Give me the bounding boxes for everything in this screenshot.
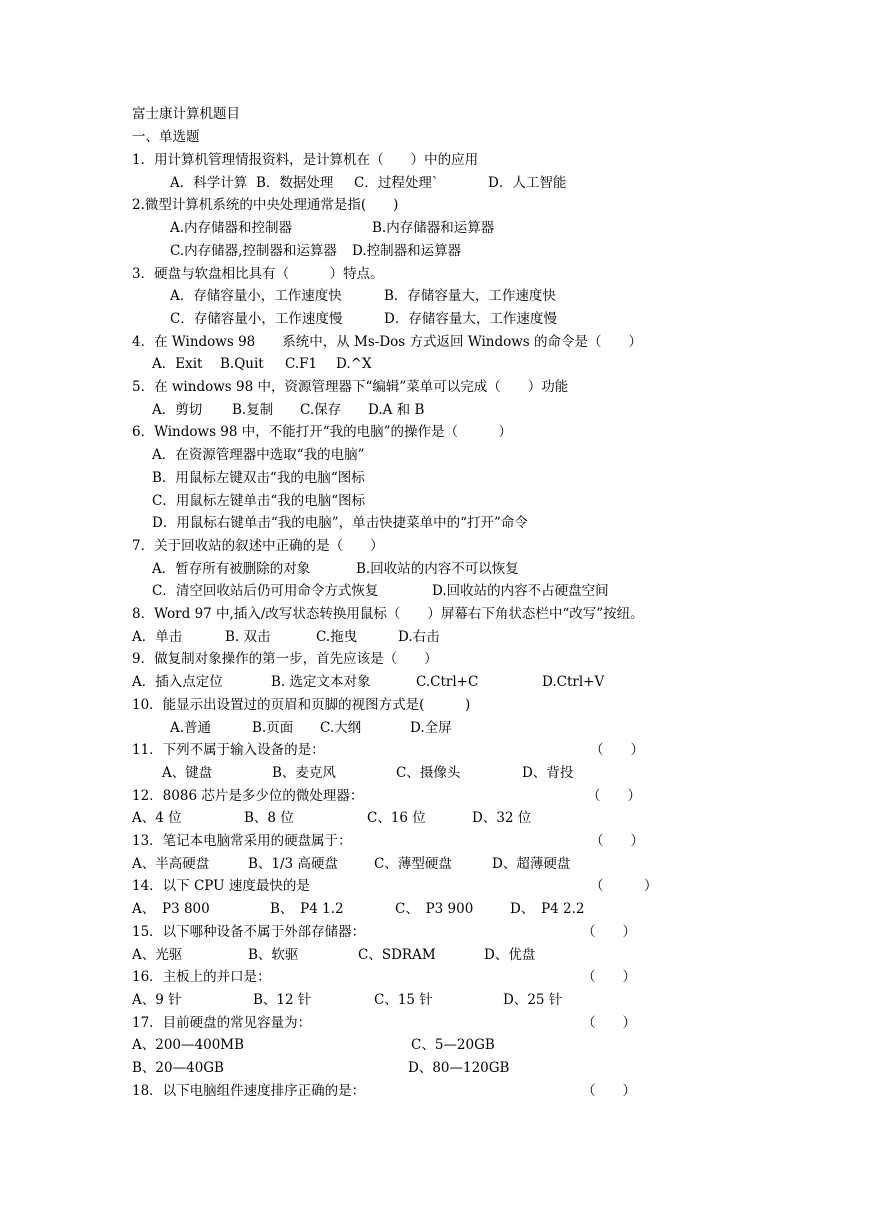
line-segment: A.普通 — [170, 719, 212, 736]
line-segment: （ ） — [590, 742, 644, 759]
line-segment: D.全屏 — [410, 719, 452, 736]
line-segment: B.Quit — [220, 356, 264, 373]
document-title: 富士康计算机题目 — [132, 106, 240, 122]
line-segment: C、5—20GB — [411, 1037, 495, 1054]
line-segment: B、软驱 — [248, 946, 299, 963]
line-segment: B.内存储器和运算器 — [372, 220, 495, 237]
line-segment: D、优盘 — [484, 946, 536, 963]
line-segment: C.F1 — [285, 356, 318, 373]
line-segment: （ ） — [582, 923, 636, 940]
line-segment: B.回收站的内容不可以恢复 — [356, 560, 519, 577]
line-segment: C、15 针 — [374, 991, 433, 1008]
line-text: B．用鼠标左键双击“我的电脑“图标 — [152, 469, 365, 486]
line-segment: D、25 针 — [503, 991, 563, 1008]
line-text: 9．做复制对象操作的第一步，首先应该是（ ） — [132, 651, 438, 668]
line-segment: D.右击 — [398, 628, 440, 645]
line-segment: C.大纲 — [320, 719, 362, 736]
line-text: D．用鼠标右键单击“我的电脑”，单击快捷菜单中的“打开”命令 — [152, 515, 528, 532]
line-segment: C.拖曳 — [316, 628, 358, 645]
line-segment: B.复制 — [232, 401, 274, 418]
line-segment: B. 选定文本对象 — [271, 674, 371, 691]
line-segment: A、9 针 — [132, 991, 182, 1008]
line-segment: C、薄型硬盘 — [374, 855, 452, 872]
line-text: 1．用计算机管理情报资料，是计算机在（ ）中的应用 — [132, 152, 479, 168]
line-segment: B、 P4 1.2 — [270, 901, 344, 918]
line-segment: D、背投 — [522, 764, 574, 781]
line-segment: 11．下列不属于输入设备的是： — [132, 742, 325, 759]
line-segment: B．数据处理 — [256, 174, 334, 191]
line-segment: 16．主板上的并口是： — [132, 969, 271, 986]
line-segment: B、12 针 — [253, 991, 312, 1008]
section-heading: 一、单选题 — [132, 129, 200, 145]
line-segment: A、键盘 — [162, 764, 213, 781]
line-segment: A．Exit — [152, 356, 203, 373]
line-text: 10．能显示出设置过的页眉和页脚的视图方式是( ) — [132, 696, 471, 713]
line-text: 5．在 windows 98 中，资源管理器下“编辑”菜单可以完成（ ）功能 — [132, 379, 569, 395]
line-segment: D．人工智能 — [488, 174, 567, 191]
line-segment: D、32 位 — [472, 810, 532, 827]
line-segment: A、 P3 800 — [132, 901, 210, 918]
line-segment: C、16 位 — [367, 810, 426, 827]
line-segment: 13．笔记本电脑常采用的硬盘属于： — [132, 833, 352, 849]
line-segment: A、光驱 — [132, 946, 183, 963]
line-segment: A．剪切 — [152, 401, 203, 418]
line-segment: （ ） — [582, 969, 636, 986]
line-text: 4．在 Windows 98 系统中，从 Ms-Dos 方式返回 Windows 的命令是（ ） — [132, 333, 643, 350]
line-segment: A、半高硬盘 — [132, 855, 210, 872]
line-segment: 12．8086 芯片是多少位的微处理器： — [132, 787, 364, 804]
line-text: 6．Windows 98 中，不能打开“我的电脑”的操作是（ ） — [132, 424, 513, 441]
line-text: 3．硬盘与软盘相比具有（ ）特点。 — [132, 265, 384, 282]
line-text: 8．Word 97 中,插入/改写状态转换用鼠标（ ）屏幕右下角状态栏中“改写”按纽。 — [132, 606, 644, 622]
line-segment: D.回收站的内容不占硬盘空间 — [432, 583, 609, 600]
line-segment: A、4 位 — [132, 810, 182, 827]
line-segment: （ ） — [590, 833, 644, 849]
line-segment: 14．以下 CPU 速度最快的是 — [132, 878, 310, 895]
line-segment: （ ） — [590, 878, 658, 895]
line-segment: D.控制器和运算器 — [352, 242, 462, 259]
line-segment: A．插入点定位 — [132, 674, 223, 691]
line-segment: （ ） — [582, 1014, 636, 1031]
line-text: A．在资源管理器中选取“我的电脑” — [152, 447, 365, 464]
line-segment: A．科学计算 — [170, 174, 248, 191]
line-segment: A．存储容量小，工作速度快 — [170, 288, 342, 305]
line-segment: 18．以下电脑组件速度排序正确的是： — [132, 1082, 366, 1099]
line-segment: A.内存储器和控制器 — [170, 220, 293, 237]
line-segment: C．过程处理` — [354, 174, 439, 191]
line-segment: （ ） — [587, 787, 641, 804]
line-text: 2.微型计算机系统的中央处理通常是指( ) — [132, 197, 399, 214]
line-segment: D、 P4 2.2 — [510, 901, 585, 918]
line-segment: C．清空回收站后仍可用命令方式恢复 — [152, 583, 379, 600]
line-segment: B、8 位 — [244, 810, 294, 827]
line-segment: A、200—400MB — [132, 1037, 245, 1054]
line-segment: 15．以下哪种设备不属于外部存储器： — [132, 923, 366, 940]
line-segment: C.保存 — [300, 401, 342, 418]
line-segment: B、1/3 高硬盘 — [248, 855, 338, 872]
line-segment: C、SDRAM — [358, 946, 436, 963]
line-segment: D.^X — [336, 356, 372, 373]
line-segment: C.内存储器,控制器和运算器 — [170, 242, 337, 259]
line-text: C．用鼠标左键单击“我的电脑“图标 — [152, 492, 366, 509]
line-segment: C、摄像头 — [396, 764, 461, 781]
line-segment: D．存储容量大，工作速度慢 — [384, 310, 557, 327]
line-segment: B. 双击 — [225, 628, 271, 645]
line-segment: A．单击 — [132, 628, 183, 645]
line-segment: B.页面 — [252, 719, 294, 736]
line-segment: B．存储容量大，工作速度快 — [384, 288, 556, 305]
line-segment: 17．目前硬盘的常见容量为： — [132, 1014, 312, 1031]
line-segment: （ ） — [582, 1082, 636, 1099]
line-segment: B、麦克风 — [272, 764, 336, 781]
line-segment: D、超薄硬盘 — [492, 855, 571, 872]
line-segment: C、 P3 900 — [395, 901, 474, 918]
line-segment: D.A 和 B — [368, 401, 425, 418]
line-segment: C．存储容量小，工作速度慢 — [170, 310, 343, 327]
line-segment: A．暂存所有被删除的对象 — [152, 560, 311, 577]
line-segment: B、20—40GB — [132, 1060, 224, 1076]
line-segment: D.Ctrl+V — [542, 674, 605, 691]
line-segment: C.Ctrl+C — [416, 674, 479, 691]
line-text: 7．关于回收站的叙述中正确的是（ ） — [132, 537, 384, 554]
line-segment: D、80—120GB — [408, 1060, 510, 1076]
